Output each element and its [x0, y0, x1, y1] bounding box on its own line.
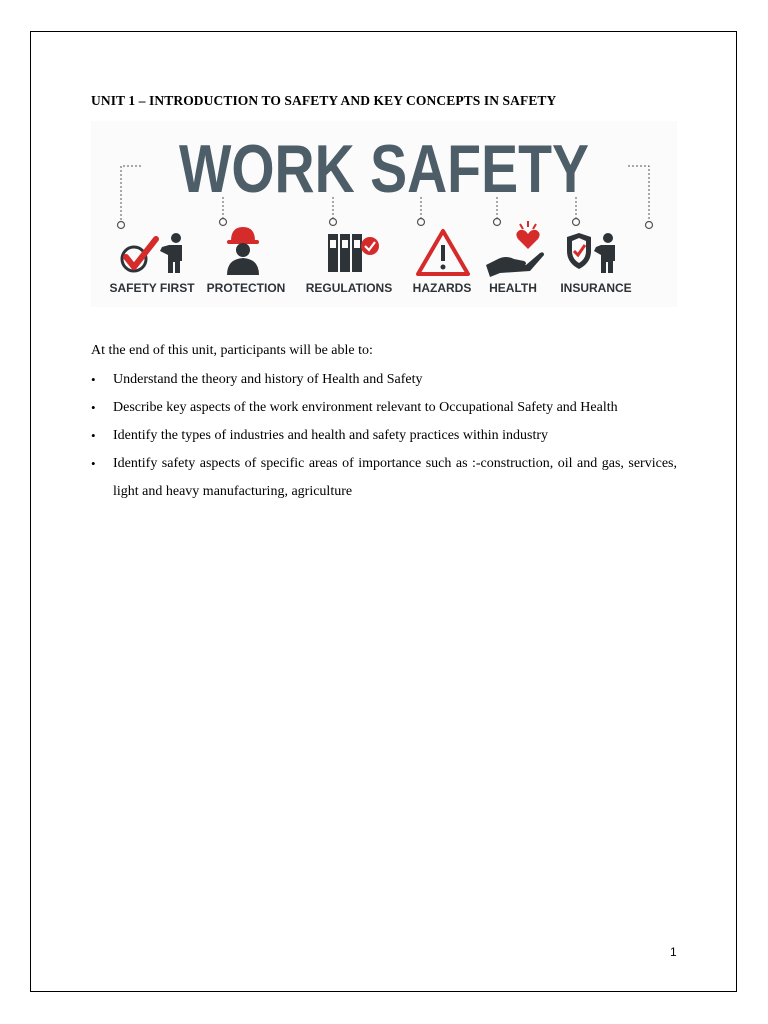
- page-number: 1: [670, 945, 677, 959]
- list-item: [91, 450, 677, 506]
- list-item: [91, 394, 677, 422]
- list-item-text: Identify the types of industries and health and safety practices within industry: [113, 428, 549, 443]
- hand-heart-icon: [486, 221, 544, 277]
- bullet-icon: •: [91, 400, 96, 415]
- bullet-icon: •: [91, 428, 96, 443]
- list-item-text: Describe key aspects of the work environment relevant to Occupational Safety and Health: [113, 400, 618, 415]
- intro-text: At the end of this unit, participants will be able to:: [91, 343, 373, 358]
- list-item: [91, 422, 677, 450]
- unit-heading: UNIT 1 – INTRODUCTION TO SAFETY AND KEY CONCEPTS IN SAFETY: [91, 93, 557, 108]
- objectives-list: [91, 366, 677, 506]
- work-safety-banner: [91, 121, 677, 307]
- banner-label-insurance: INSURANCE: [560, 281, 632, 295]
- bullet-icon: •: [91, 372, 96, 387]
- check-person-icon: [122, 233, 182, 273]
- list-item-text: Identify safety aspects of specific areas of importance such as :-construction, oil and gas, services, light and heavy manufacturing, agriculture: [113, 456, 677, 499]
- banner-label-protection: PROTECTION: [206, 281, 286, 295]
- connector-left: [121, 166, 141, 221]
- bullet-icon: •: [91, 456, 96, 471]
- list-item-text: Understand the theory and history of Health and Safety: [113, 372, 423, 387]
- warning-triangle-icon: [418, 231, 468, 274]
- banner-label-hazards: HAZARDS: [412, 281, 472, 295]
- banner-label-safety-first: SAFETY FIRST: [109, 281, 195, 295]
- shield-person-icon: [567, 233, 615, 273]
- banner-label-regulations: REGULATIONS: [305, 281, 393, 295]
- binders-icon: [328, 234, 379, 272]
- connector-right: [628, 166, 649, 221]
- hard-hat-worker-icon: [227, 227, 259, 275]
- list-item: [91, 366, 677, 394]
- banner-label-health: HEALTH: [489, 281, 537, 295]
- banner-title: WORK SAFETY: [179, 131, 589, 207]
